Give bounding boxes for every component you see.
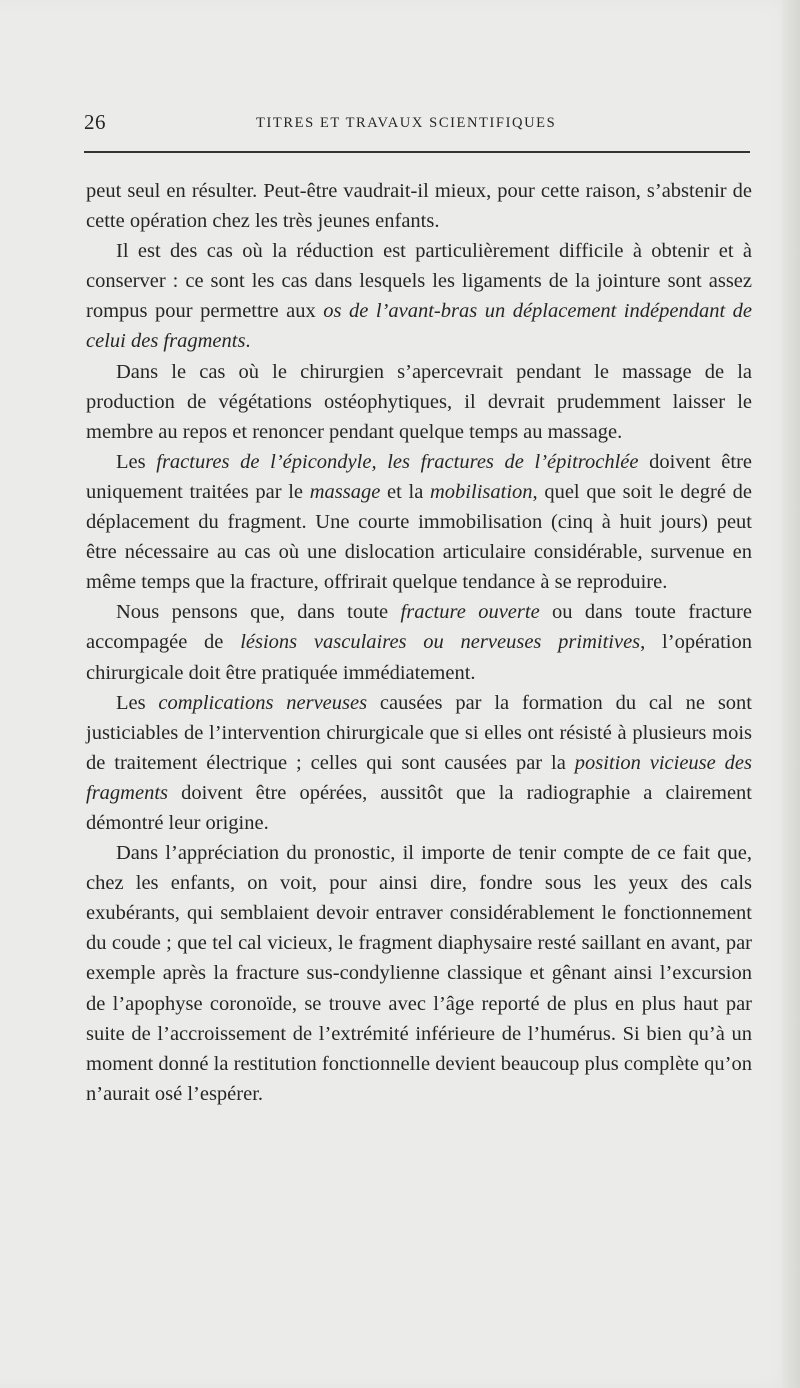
paragraph-text: doivent être opérées, aussitôt que la radiographie a clairement démontré leur origine. bbox=[86, 781, 752, 834]
italic-phrase: lésions vasculaires ou nerveuses primitives bbox=[240, 631, 641, 654]
paragraph-text: Les bbox=[116, 450, 157, 473]
paragraph bbox=[86, 597, 752, 687]
paragraph-text: causées par la formation du cal ne sont justiciables de l’intervention chirurgicale que si elles ont résisté à plusieurs mois de traitement électrique ; celles qui sont causées par la bbox=[86, 691, 752, 774]
paragraph-text: doivent être uniquement traitées par le bbox=[86, 450, 752, 503]
italic-phrase: complications nerveuses bbox=[158, 691, 368, 714]
paragraph-text: Nous pensons que, dans toute bbox=[116, 601, 401, 624]
header-rule bbox=[84, 151, 750, 153]
paragraph-text: Il est des cas où la réduction est particulièrement difficile à obtenir et à conserver : ce sont les cas dans lesquels les ligaments de la jointure sont assez rompus pour permettre aux bbox=[86, 240, 752, 323]
paragraph-text: , l’opération chirurgicale doit être pratiquée immédiatement. bbox=[86, 631, 752, 684]
italic-phrase: mobilisation bbox=[430, 480, 533, 503]
italic-phrase: fracture ouverte bbox=[400, 601, 540, 624]
paragraph bbox=[86, 688, 752, 838]
paragraph bbox=[86, 236, 752, 356]
paragraph-text: , quel que soit le degré de déplacement du fragment. Une courte immobilisation (cinq à huit jours) peut être nécessaire au cas où une dislocation articulaire considérable, survenue en même temps que la fracture, offrirait quelque tendance à se reproduire. bbox=[86, 480, 752, 594]
body-text bbox=[86, 176, 752, 1109]
italic-phrase: fractures de l’épicondyle, les fractures de l’épitrochlée bbox=[156, 450, 639, 473]
paragraph-text: et la bbox=[380, 480, 430, 503]
italic-phrase: os de l’avant-bras un déplacement indépendant de celui des fragments bbox=[86, 300, 752, 353]
paragraph-text: Dans le cas où le chirurgien s’apercevrait pendant le massage de la production de végétations ostéophytiques, il devrait prudemment laisser le membre au repos et renoncer pendant quelque temps au massage. bbox=[86, 360, 752, 443]
page-header bbox=[84, 110, 750, 140]
paragraph bbox=[86, 838, 752, 1109]
italic-phrase: massage bbox=[309, 480, 381, 503]
paragraph-text: Dans l’appréciation du pronostic, il importe de tenir compte de ce fait que, chez les enfants, on voit, pour ainsi dire, fondre sous les yeux des cals exubérants, qui semblaient devoir entraver considérablement le fonctionnement du coude ; que tel cal vicieux, le fragment diaphysaire resté saillant en avant, par exemple après la fracture sus-condylienne classique et gênant ainsi l’excursion de l’apophyse coronoïde, se trouve avec l’âge reporté de plus en plus haut par suite de l’accroissement de l’extrémité inférieure de l’humérus. Si bien qu’à un moment donné la restitution fonctionnelle devient beaucoup plus complète qu’on n’aurait osé l’espérer. bbox=[86, 842, 752, 1105]
page-number: 26 bbox=[84, 110, 106, 134]
paragraph-text: peut seul en résulter. Peut-être vaudrait-il mieux, pour cette raison, s’abstenir de cette opération chez les très jeunes enfants. bbox=[86, 180, 752, 233]
paragraph bbox=[86, 176, 752, 236]
italic-phrase: position vicieuse des fragments bbox=[86, 751, 753, 804]
paragraph-text: ou dans toute fracture accompagée de bbox=[86, 601, 752, 654]
page-edge-shadow bbox=[782, 0, 800, 1388]
paragraph bbox=[86, 357, 752, 447]
paragraph-text: Les bbox=[116, 691, 159, 714]
paragraph bbox=[86, 447, 752, 597]
running-title: TITRES ET TRAVAUX SCIENTIFIQUES bbox=[256, 115, 557, 131]
paragraph-text: . bbox=[245, 330, 251, 353]
